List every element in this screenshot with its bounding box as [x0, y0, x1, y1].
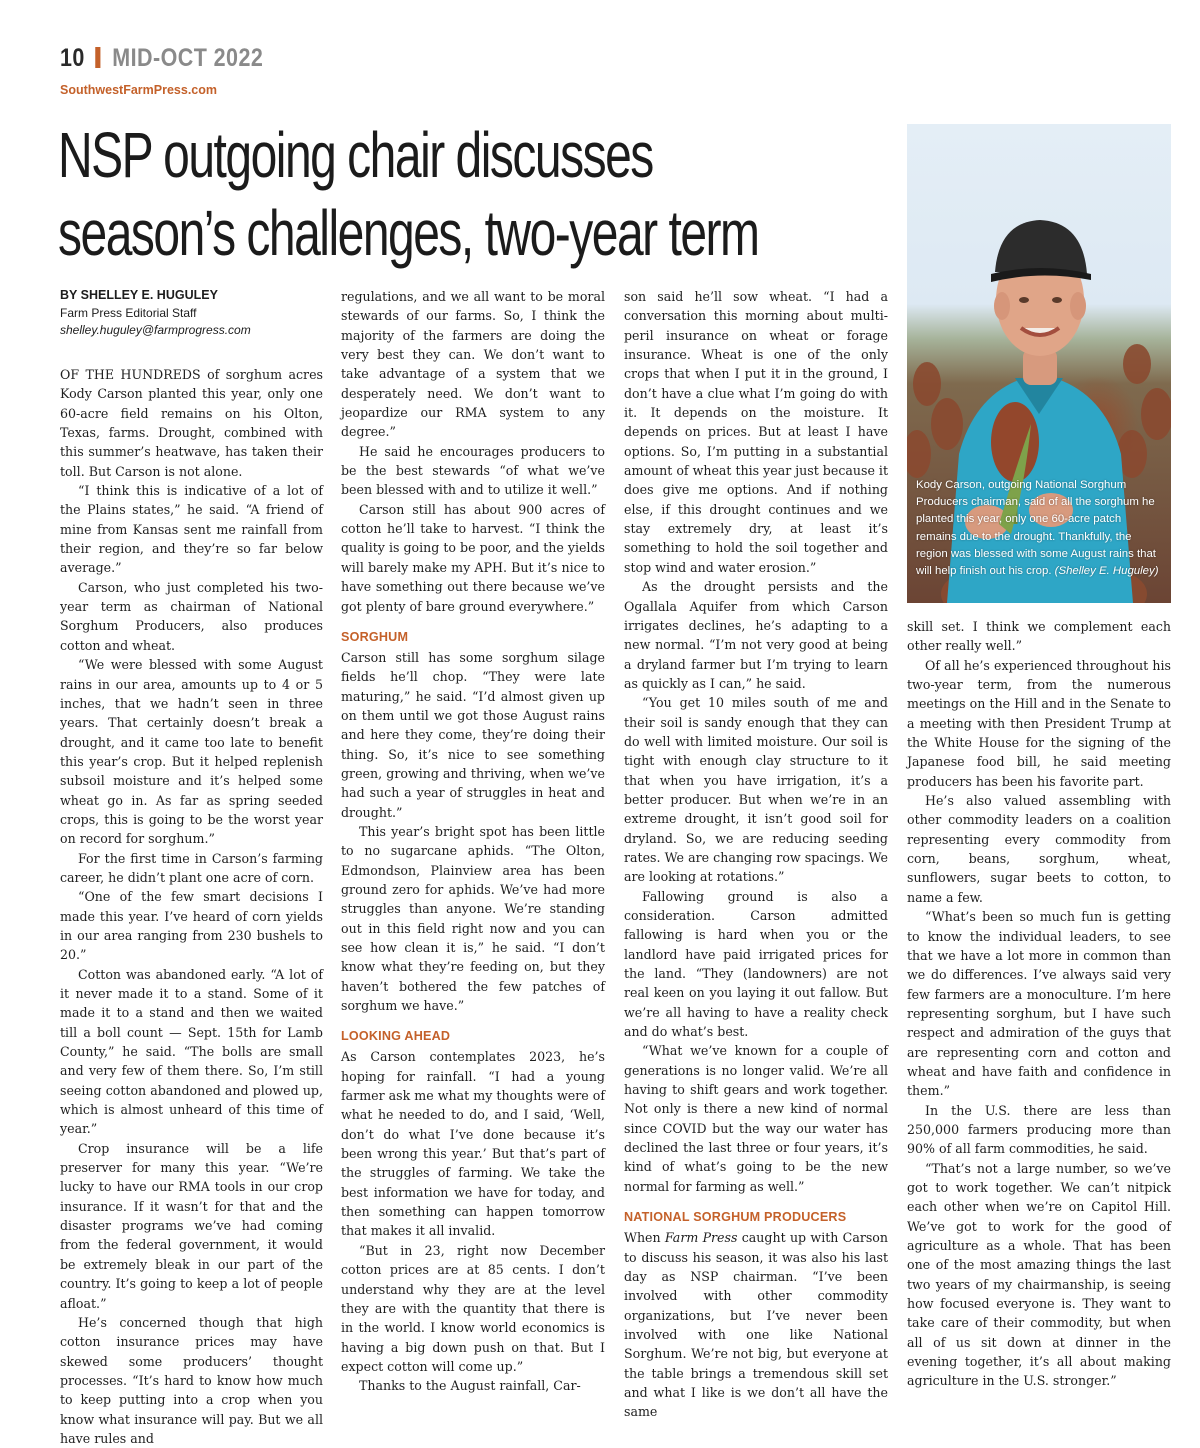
body-paragraph: “You get 10 miles south of me and their soil is sandy enough that they can do well with limited moisture. Our soil is tight with enough clay structure to it that when you have irrigation, it’s a better producer. But when we’re in an extreme drought, it isn’t good soil for dryland. So, we are reducing seeding rates. We are changing row spacings. We are looking at rotations.”	[624, 695, 888, 885]
byline	[60, 287, 324, 340]
body-paragraph: In the U.S. there are less than 250,000 farmers producing more than 90% of all farm commodities, he said.	[907, 1102, 1171, 1157]
subhead-sorghum: SORGHUM	[341, 629, 409, 644]
body-paragraph: “One of the few smart decisions I made this year. I’ve heard of corn yields in our area ranging from 230 bushels to 20.”	[60, 889, 323, 963]
author-role: Farm Press Editorial Staff	[60, 305, 197, 320]
photo-caption	[916, 477, 1160, 580]
body-paragraph: Thanks to the August rainfall, Car-	[359, 1378, 581, 1394]
body-paragraph: For the first time in Carson’s farming career, he didn’t plant one acre of corn.	[60, 850, 323, 885]
column-1	[60, 365, 323, 1448]
photo-credit: (Shelley E. Huguley)	[1054, 565, 1159, 578]
body-paragraph: regulations, and we all want to be moral stewards of our farms. So, I think the majority of the farmers are doing the very best they can. We don’t want to take advantage of a system that we desperately need. We don’t want to jeopardize our RMA system to any degree.”	[341, 289, 605, 440]
issue-date: MID-OCT 2022	[112, 44, 264, 72]
body-paragraph: “I think this is indicative of a lot of the Plains states,” he said. “A friend of mine from Kansas sent me rainfall from their region, and they’re so far below average.”	[60, 483, 323, 576]
page-number: 10	[60, 44, 85, 72]
body-paragraph: He’s also valued assembling with other commodity leaders on a coalition representing every commodity from corn, beans, sorghum, wheat, sunflowers, sugar beets to cotton, to name a few.	[907, 793, 1171, 905]
body-paragraph: “But in 23, right now December cotton prices are at 85 cents. I don’t understand why they are at the level they are with the quantity that there is in the world. I know world economics is having a big down push on that. But I expect cotton will come up.”	[341, 1242, 605, 1374]
body-paragraph: Carson, who just completed his two-year term as chairman of National Sorghum Producers, also produces cotton and wheat.	[60, 579, 323, 653]
author-email[interactable]: shelley.huguley@farmprogress.com	[60, 323, 251, 337]
column-3	[624, 287, 888, 1422]
article-photo	[907, 124, 1171, 603]
orange-bar-divider-icon	[95, 47, 100, 68]
body-paragraph: He’s concerned though that high cotton insurance prices may have skewed some producers’ thought processes. “It’s hard to know how much to keep putting into a crop when you know what insurance will pay. But we all have rules and	[60, 1314, 323, 1446]
body-paragraph: As the drought persists and the Ogallala Aquifer from which Carson irrigates declines, he’s adapting to a new normal. “I’m not very good at being a dryland farmer but I’m trying to learn as quickly as I can,” he said.	[624, 579, 888, 691]
body-paragraph: skill set. I think we complement each other really well.”	[907, 619, 1171, 654]
photo-caption-text: Kody Carson, outgoing National Sorghum Producers chairman, said of all the sorghum he planted this year, only one 60-acre patch remains due to the drought. Thankfully, the region was blessed with some August rains that will help finish out his crop.	[916, 479, 1156, 578]
site-url[interactable]: SouthwestFarmPress.com	[60, 83, 217, 97]
page-header	[60, 44, 263, 73]
body-text: caught up with Carson to discuss his season, it was also his last day as NSP chairman. “I’ve been involved with other commodity organizations, but I’ve never been involved with one like National Sorghum. We’re not big, but everyone at the table brings a tremendous skill set and what I like is we don’t all have the same	[624, 1230, 889, 1420]
body-paragraph: This year’s bright spot has been little to no sugarcane aphids. “The Olton, Edmondson, Plainview area has been ground zero for aphids. We’ve had more struggles than anyone. We’re standing out in this field right now and you can see how clean it is,” he said. “I don’t know what they’re feeding on, but they haven’t bothered the few patches of sorghum we have.”	[341, 823, 605, 1014]
publication-name: Farm Press	[664, 1230, 738, 1246]
subhead-looking-ahead: LOOKING AHEAD	[341, 1029, 451, 1044]
body-text: When	[624, 1230, 665, 1246]
column-4	[907, 617, 1171, 1391]
body-paragraph: Carson still has about 900 acres of cotton he’ll take to harvest. “I think the quality is going to be poor, and the yields will barely make my APH. But it’s nice to have something out there because we’ve got plenty of bare ground everywhere.”	[341, 501, 605, 614]
body-paragraph: Fallowing ground is also a consideration. Carson admitted fallowing is hard when you or the landlord have paid irrigated prices for the land. “They (landowners) are not real keen on you laying it out fallow. But we’re all having to have a reality check and do what’s best.	[624, 888, 888, 1040]
body-paragraph: Carson still has some sorghum silage fields he’ll chop. “They were late maturing,” he said. “I’d almost given up on them until we got those August rains and here they come, they’re doing their thing. So, it’s nice to see something green, growing and thriving, when we’ve had such a year of struggles in heat and drought.”	[341, 649, 605, 820]
body-paragraph: son said he’ll sow wheat. “I had a conversation this morning about multi-peril insurance on wheat or forage insurance. Wheat is one of the only crops that when I put it in the ground, I don’t have a clue what I’m going do with it. It depends on the moisture. It depends on prices. But at least I have options. So, I’m putting in a substantial amount of wheat this year just because it does give me options. And if nothing else, if this drought continues and we stay extremely dry, at least it’s something to hold the soil together and stop wind and water erosion.”	[624, 289, 888, 575]
subhead-nsp: NATIONAL SORGHUM PRODUCERS	[624, 1210, 847, 1225]
body-paragraph: Cotton was abandoned early. “A lot of it never made it to a stand. Some of it made it to a stand and then we waited till a boll count — Sept. 15th for Lamb County,” he said. “The bolls are small and very few of them there. So, I’m still seeing cotton abandoned and plowed up, which is almost unheard of this time of year.”	[60, 966, 323, 1137]
body-paragraph: “We were blessed with some August rains in our area, amounts up to 4 or 5 inches, that we hadn’t seen in three years. That certainly doesn’t break a drought, and it came too late to benefit this year’s crop. But it helped replenish subsoil moisture and it’s helped some wheat go in. As far as spring seeded crops, this is going to be the worst year on record for sorghum.”	[60, 657, 323, 847]
body-paragraph: Of all he’s experienced throughout his two-year term, from the numerous meetings on the Hill and in the Senate to a meeting with then President Trump at the White House for the signing of the Japanese food bill, he said meeting producers has been his favorite part.	[907, 657, 1171, 789]
body-paragraph	[624, 1228, 888, 1421]
body-paragraph: As Carson contemplates 2023, he’s hoping for rainfall. “I had a young farmer ask me what my thoughts were of what he needed to do, and I said, ‘Well, don’t do what I’ve done because it’s been wrong this year.’ But that’s part of the struggles of farming. We take the best information we have for today, and then something can happen tomorrow that makes it all invalid.	[341, 1049, 605, 1239]
body-paragraph: OF THE HUNDREDS of sorghum acres Kody Carson planted this year, only one 60-acre field remains on his Olton, Texas, farms. Drought, combined with this summer’s heatwave, has taken their toll. But Carson is not alone.	[60, 367, 323, 479]
body-paragraph: He said he encourages producers to be the best stewards “of what we’ve been blessed with and to utilize it well.”	[341, 443, 605, 498]
body-paragraph: “What’s been so much fun is getting to know the individual leaders, to see that we have a lot more in common than we do differences. I’ve always said very few farmers are a monoculture. I’m here representing sorghum, but I have such respect and admiration of the guys that are representing corn and cotton and wheat and have faith and confidence in them.”	[907, 909, 1171, 1099]
body-paragraph: “That’s not a large number, so we’ve got to work together. We can’t nitpick each other when we’re on Capitol Hill. We’ve got to work for the good of agriculture as a whole. That has been one of the most amazing things the last two years of my chairmanship, is seeing how focused everyone is. They want to take care of their commodity, but when all of us sit down at dinner in the evening together, it’s all about making agriculture in the U.S. stronger.”	[907, 1160, 1171, 1389]
body-paragraph: Crop insurance will be a life preserver for many this year. “We’re lucky to have our RMA tools in our crop insurance. If it wasn’t for that and the disaster programs we’ve had coming from the federal government, it would be extremely bleak in our part of the country. It’s going to keep a lot of people afloat.”	[60, 1140, 323, 1311]
body-paragraph: “What we’ve known for a couple of generations is no longer valid. We’re all having to shift gears and work together. Not only is there a new kind of normal since COVID but the way our water has declined the last three or four years, it’s kind of what’s going to be the new normal for farming as well.”	[624, 1043, 888, 1194]
column-2	[341, 287, 605, 1396]
author-name: BY SHELLEY E. HUGULEY	[60, 288, 218, 302]
headline: NSP outgoing chair discusses season’s challenges, two-year term	[58, 119, 759, 269]
